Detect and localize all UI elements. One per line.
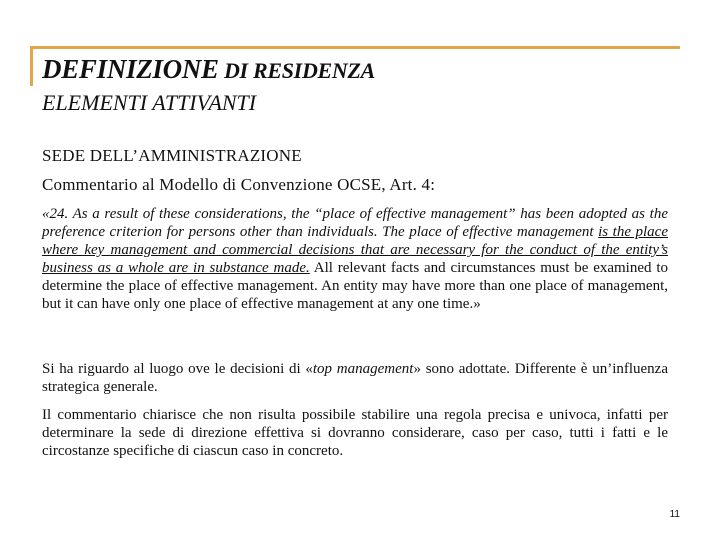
quote-text-end: All relevant facts and circumstances must be examined to determine the place of effective management. An entity may have more than one place of management, but it can have only one place of effective management at any one time.»	[42, 260, 668, 312]
slide-title	[42, 54, 375, 85]
para2-before: Si ha riguardo al luogo ove le decisioni di «	[42, 361, 313, 377]
slide-subtitle: ELEMENTI ATTIVANTI	[42, 90, 257, 115]
commentary-paragraph: Il commentario chiarisce che non risulta possibile stabilire una regola precisa e univoca, infatti per determinare la sede di direzione effettiva si dovranno considerare, caso per caso, tutti i fatti e le circostanze specifiche di ciascun caso in concreto.	[42, 407, 668, 459]
title-main: DEFINIZIONE	[42, 54, 219, 84]
slide-frame-left-rule	[30, 46, 33, 86]
slide-frame-top-rule	[30, 46, 680, 49]
oecd-quote-paragraph	[42, 205, 668, 313]
para2-italic: top management	[312, 361, 414, 377]
quote-underlined-text: is the place where key management and commercial decisions that are necessary for the conduct of the entity’s business as a whole are in substance made.	[42, 224, 668, 276]
page-number: 11	[669, 509, 680, 520]
section-heading: SEDE DELL’AMMINISTRAZIONE	[42, 146, 302, 165]
quote-text-start: «24. As a result of these considerations, the “place of effective management” has been adopted as the preference criterion for persons other than individuals. The place of effective management	[42, 206, 668, 240]
source-heading: Commentario al Modello di Convenzione OCSE, Art. 4:	[42, 175, 436, 194]
para2-after: » sono adottate. Differente è un’influenza strategica generale.	[42, 361, 668, 395]
top-management-paragraph	[42, 360, 668, 396]
title-rest: DI RESIDENZA	[218, 58, 376, 83]
